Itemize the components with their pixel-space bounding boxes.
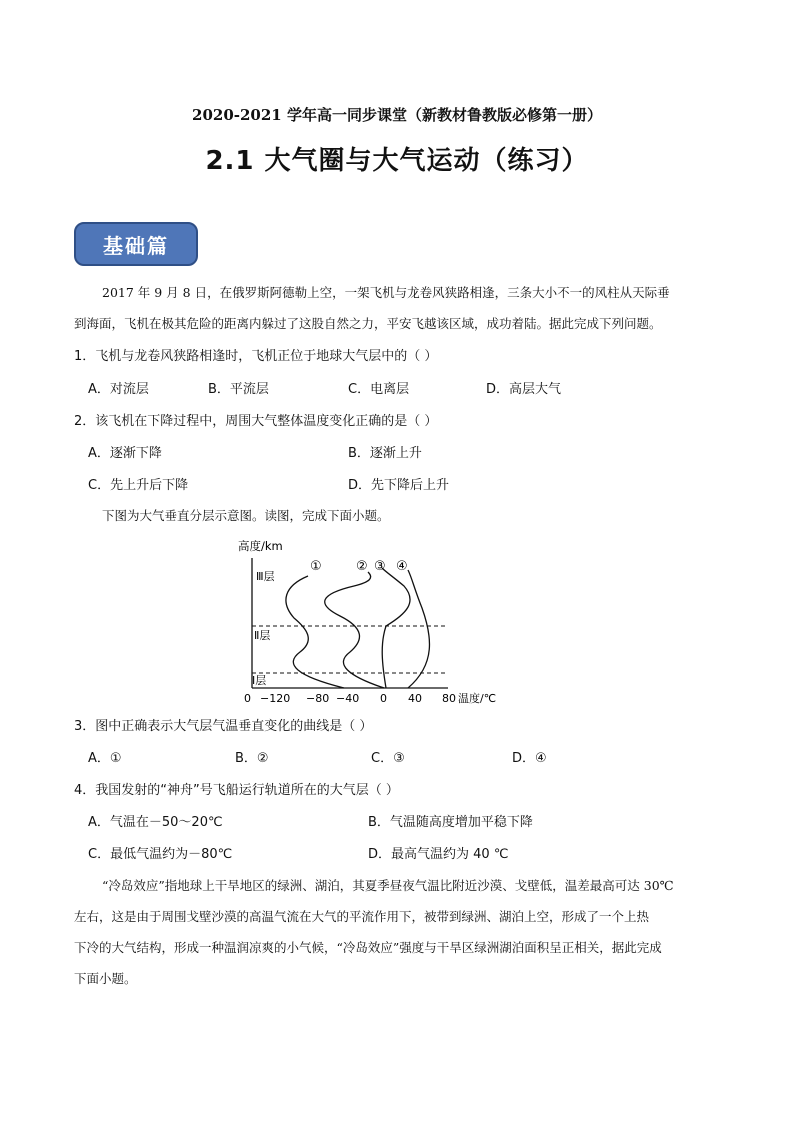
curve-label-2: ② — [356, 559, 368, 574]
y-axis-label: 高度/km — [238, 539, 283, 553]
layer-label-2: Ⅱ层 — [254, 629, 271, 642]
question-4-option-d[interactable]: D．最高气温约为 40 ℃ — [368, 847, 509, 862]
curve-label-4: ④ — [396, 559, 408, 574]
passage-3-line-2: 左右，这是由于周围戈壁沙漠的高温气流在大气的平流作用下，被带到绿洲、湖泊上空，形成了一个上热 — [74, 909, 650, 924]
x-tick-40: 40 — [408, 692, 422, 705]
x-tick-neg40: −40 — [336, 692, 360, 705]
question-3-stem: 3．图中正确表示大气层气温垂直变化的曲线是（ ） — [74, 719, 373, 734]
layer-label-1: Ⅰ层 — [252, 674, 267, 687]
question-4-stem: 4．我国发射的“神舟”号飞船运行轨道所在的大气层（ ） — [74, 783, 399, 798]
curve-2 — [325, 572, 384, 688]
passage-2: 下图为大气垂直分层示意图。读图，完成下面小题。 — [102, 508, 390, 523]
layer-label-3: Ⅲ层 — [256, 570, 275, 583]
curve-label-1: ① — [310, 559, 322, 574]
curve-label-3: ③ — [374, 559, 386, 574]
section-badge: 基础篇 — [74, 222, 198, 266]
x-tick-0-center: 0 — [380, 692, 387, 705]
question-2-option-a[interactable]: A．逐渐下降 — [88, 446, 162, 461]
curve-4 — [408, 570, 430, 688]
question-3-option-b[interactable]: B．② — [235, 751, 269, 766]
x-tick-neg80: −80 — [306, 692, 330, 705]
atmosphere-layers-figure — [236, 536, 516, 708]
question-2-option-b[interactable]: B．逐渐上升 — [348, 446, 422, 461]
question-1-option-d[interactable]: D．高层大气 — [486, 382, 562, 397]
question-1-option-a[interactable]: A．对流层 — [88, 382, 149, 397]
x-tick-neg120: −120 — [260, 692, 291, 705]
passage-3-line-3: 下冷的大气结构，形成一种温润凉爽的小气候，“冷岛效应”强度与干旱区绿洲湖泊面积呈正相关，据此完成 — [74, 940, 662, 955]
document-title: 2.1 大气圈与大气运动（练习） — [205, 146, 589, 176]
passage-1-line-2: 到海面，飞机在极其危险的距离内躲过了这股自然之力，平安飞越该区域，成功着陆。据此完成下列问题。 — [74, 316, 662, 331]
curve-1 — [286, 576, 344, 688]
question-1-option-b[interactable]: B．平流层 — [208, 382, 269, 397]
passage-3-line-4: 下面小题。 — [74, 971, 137, 986]
document-subtitle: 2020-2021 学年高一同步课堂（新教材鲁教版必修第一册） — [192, 106, 602, 124]
question-4-option-a[interactable]: A．气温在－50～20℃ — [88, 815, 223, 830]
question-1-option-c[interactable]: C．电离层 — [348, 382, 410, 397]
passage-1-line-1: 2017 年 9 月 8 日，在俄罗斯阿德勒上空，一架飞机与龙卷风狭路相逢，三条大小不一的风柱从天际垂 — [102, 285, 670, 300]
x-tick-80: 80 — [442, 692, 456, 705]
question-1-stem: 1．飞机与龙卷风狭路相逢时，飞机正位于地球大气层中的（ ） — [74, 349, 438, 364]
x-axis-label: 温度/℃ — [458, 692, 497, 705]
question-3-option-d[interactable]: D．④ — [512, 751, 547, 766]
question-3-option-a[interactable]: A．① — [88, 751, 122, 766]
question-2-stem: 2．该飞机在下降过程中，周围大气整体温度变化正确的是（ ） — [74, 414, 438, 429]
question-2-option-d[interactable]: D．先下降后上升 — [348, 478, 450, 493]
curve-3 — [382, 568, 410, 688]
passage-3-line-1: “冷岛效应”指地球上干旱地区的绿洲、湖泊，其夏季昼夜气温比附近沙漠、戈壁低，温差最高可达 30℃ — [102, 878, 674, 893]
question-4-option-b[interactable]: B．气温随高度增加平稳下降 — [368, 815, 533, 830]
x-tick-0: 0 — [244, 692, 251, 705]
question-4-option-c[interactable]: C．最低气温约为－80℃ — [88, 847, 233, 862]
question-2-option-c[interactable]: C．先上升后下降 — [88, 478, 189, 493]
question-3-option-c[interactable]: C．③ — [371, 751, 405, 766]
